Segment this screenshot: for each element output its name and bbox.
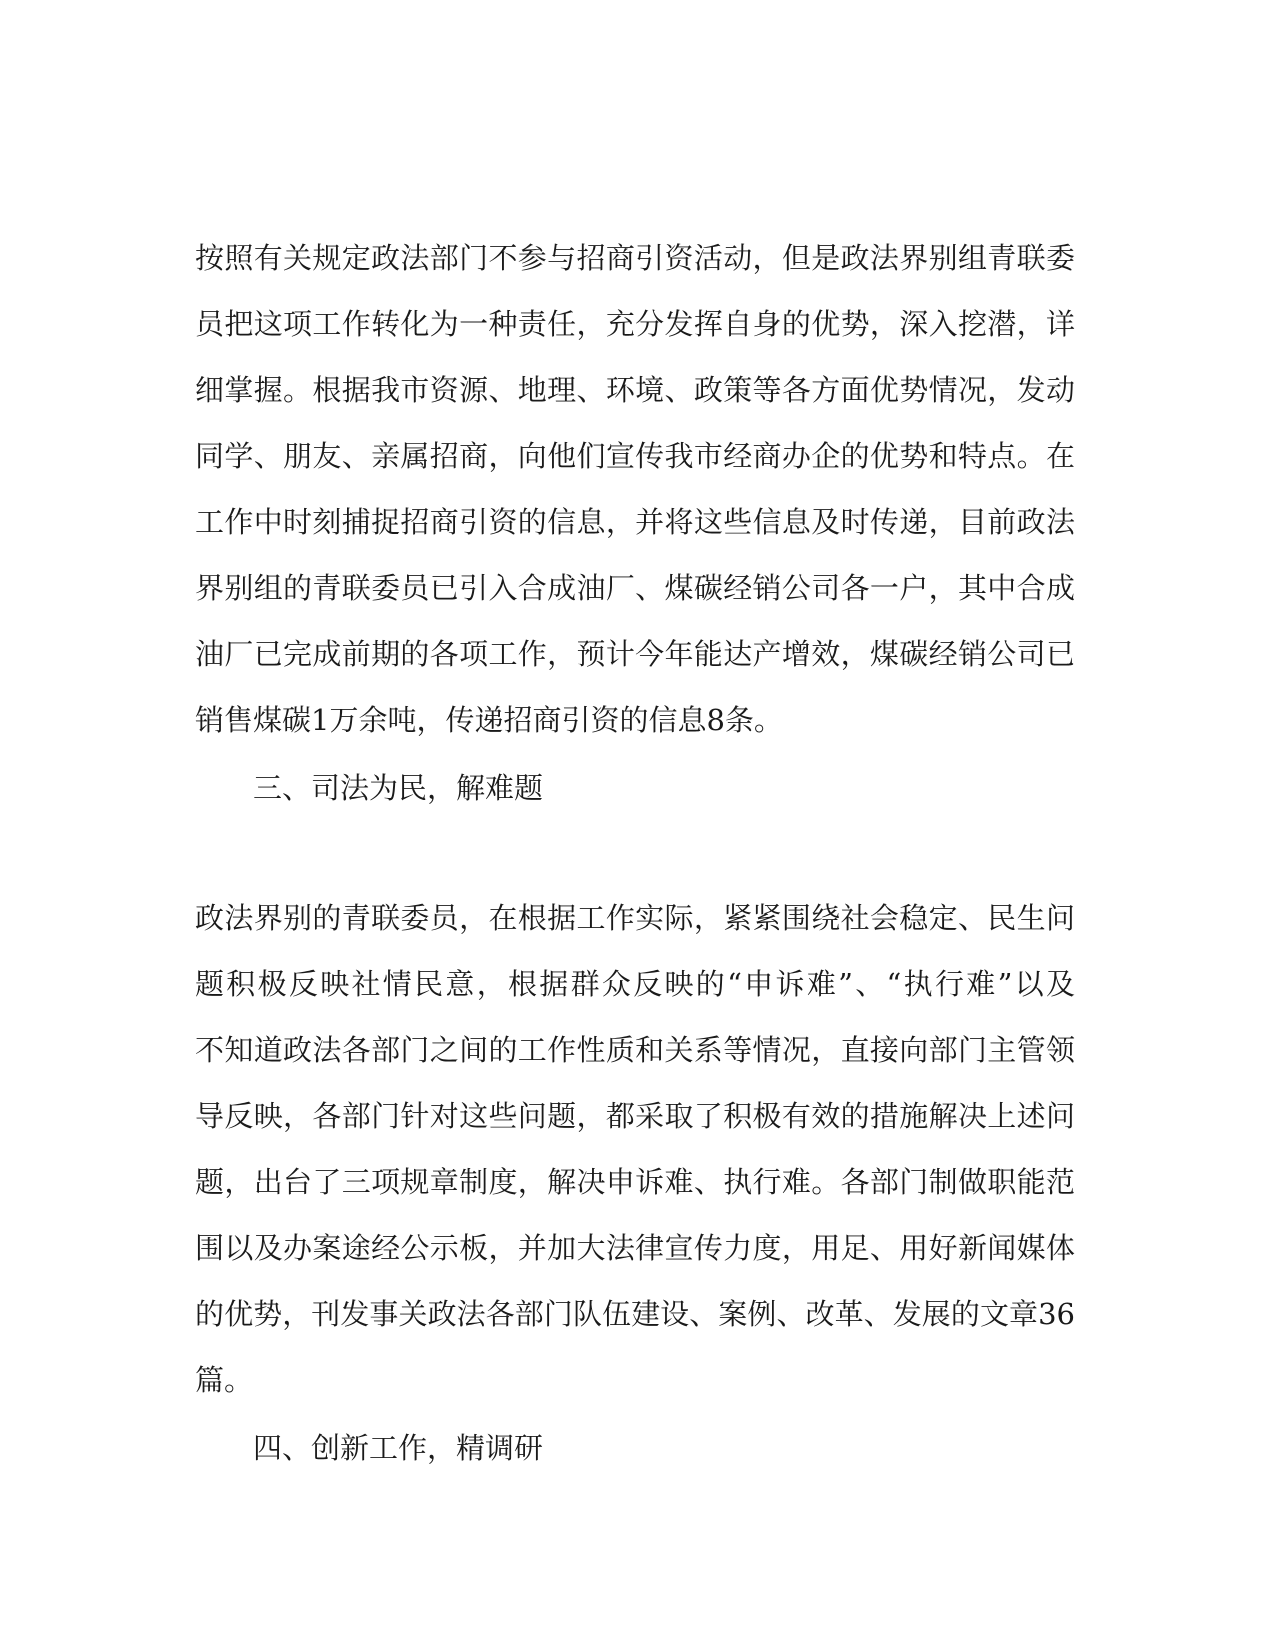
text-line: 员把这项工作转化为一种责任，充分发挥自身的优势，深入挖潜，详: [195, 307, 1075, 341]
text-line: 销售煤碳1万余吨，传递招商引资的信息8条。: [195, 703, 783, 737]
text-line: 政法界别的青联委员，在根据工作实际，紧紧围绕社会稳定、民生问: [195, 901, 1075, 935]
paragraph-investment: [195, 225, 1075, 753]
text-line: 油厂已完成前期的各项工作，预计今年能达产增效，煤碳经销公司已: [195, 637, 1075, 671]
section-heading-3: 三、司法为民，解难题: [253, 771, 544, 805]
section-heading-4: 四、创新工作，精调研: [253, 1431, 544, 1465]
paragraph-justice: [195, 885, 1075, 1413]
text-line: 工作中时刻捕捉招商引资的信息，并将这些信息及时传递，目前政法: [195, 505, 1075, 539]
text-line: 按照有关规定政法部门不参与招商引资活动，但是政法界别组青联委: [195, 241, 1075, 275]
text-line: 同学、朋友、亲属招商，向他们宣传我市经商办企的优势和特点。在: [195, 439, 1075, 473]
text-line: 细掌握。根据我市资源、地理、环境、政策等各方面优势情况，发动: [195, 373, 1075, 407]
text-line: 题，出台了三项规章制度，解决申诉难、执行难。各部门制做职能范: [195, 1165, 1075, 1199]
text-line: 导反映，各部门针对这些问题，都采取了积极有效的措施解决上述问: [195, 1099, 1075, 1133]
text-line: 不知道政法各部门之间的工作性质和关系等情况，直接向部门主管领: [195, 1033, 1075, 1067]
text-line: 的优势，刊发事关政法各部门队伍建设、案例、改革、发展的文章36: [195, 1297, 1075, 1331]
text-line: 篇。: [195, 1363, 254, 1397]
text-line: 题积极反映社情民意，根据群众反映的“申诉难”、“执行难”以及: [195, 967, 1075, 1001]
text-line: 界别组的青联委员已引入合成油厂、煤碳经销公司各一户，其中合成: [195, 571, 1075, 605]
text-line: 围以及办案途经公示板，并加大法律宣传力度，用足、用好新闻媒体: [195, 1231, 1075, 1265]
